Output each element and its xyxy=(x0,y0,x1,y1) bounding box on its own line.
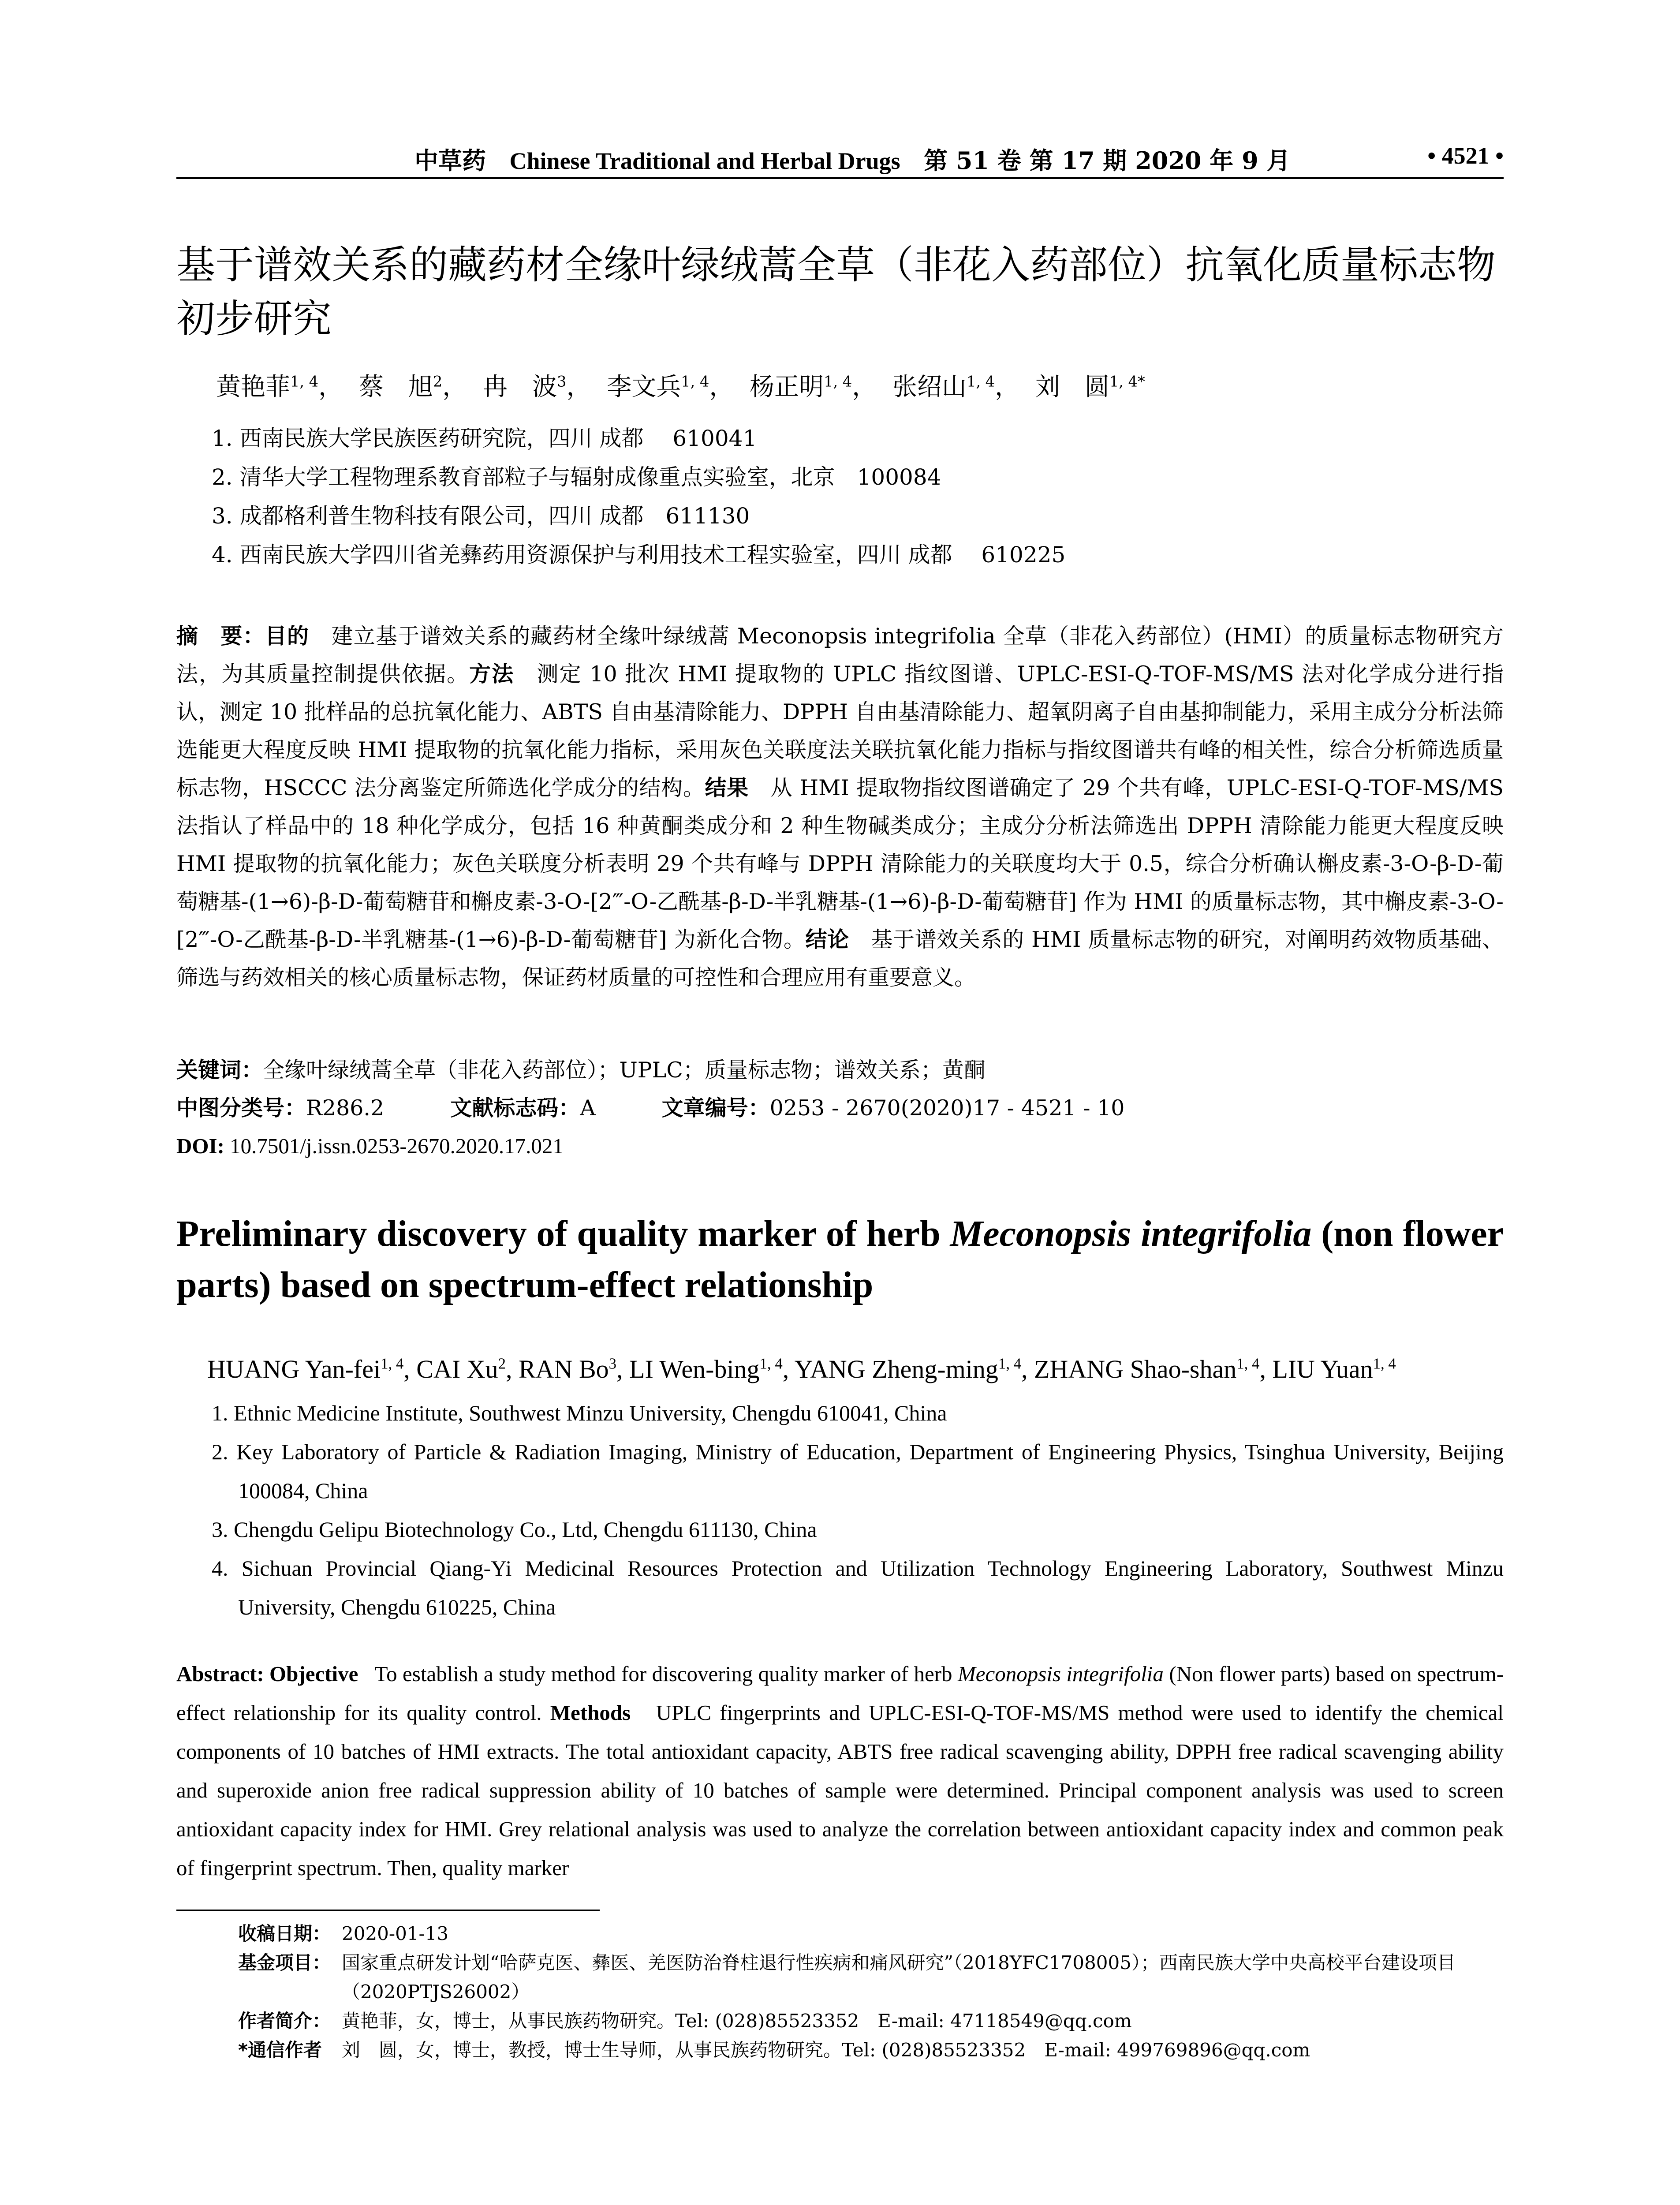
cn-classification xyxy=(176,1089,1504,1127)
cn-author: 冉 波$^3$ xyxy=(483,373,567,401)
cn-affiliation: 3. 成都格利普生物科技有限公司，四川 成都 611130 xyxy=(212,503,750,529)
en-methods-label: Methods xyxy=(550,1700,631,1725)
cn-methods-label: 方法 xyxy=(469,662,515,687)
cn-methods-text: 测定 10 批次 HMI 提取物的 UPLC 指纹图谱、UPLC-ESI-Q-TOF-MS/MS 法对化学成分进行指认，测定 10 批样品的总抗氧化能力、ABTS 自由基清除能力、DPPH 自由基清除能力、超氧阴离子自由基抑制能力，采用主成分分析法筛选能更大程度反映 HMI 提取物的抗氧化能力指标，采用灰色关联度法关联抗氧化能力指标与指纹图谱共有峰的相关性，综合分析筛选质量标志物，HSCCC 法分离鉴定所筛选化学成分的结构。 xyxy=(176,662,1504,800)
en-author: RAN Bo$^3$ xyxy=(518,1355,617,1383)
en-abstract: Abstract: Objective To establish a study method for discovering quality marker of herb Meconopsis integrifolia (Non flower parts) based on spectrum-effect relationship for its quality control. Methods UPLC fingerprints and UPLC-ESI-Q-TOF-MS/MS method were used to identify the chemical components of 10 batches of HMI extracts. The total antioxidant capacity, ABTS free radical scavenging ability, DPPH free radical scavenging ability and superoxide anion free radical suppression ability of 10 batches of sample were determined. Principal component analysis was used to screen antioxidant capacity index for HMI. Grey relational analysis was used to analyze the correlation between antioxidant capacity index and common peak of fingerprint spectrum. Then, quality marker xyxy=(176,1662,1504,1880)
cn-keywords xyxy=(176,1051,1504,1089)
footnote-corresponding: *通信作者 刘 圆，女，博士，教授，博士生导师，从事民族药物研究。Tel: (028)85523352 E-mail: 499769896@qq.com xyxy=(238,2039,1310,2061)
cn-affiliation: 4. 西南民族大学四川省羌彝药用资源保护与利用技术工程实验室，四川 成都 610225 xyxy=(212,542,1066,568)
cn-author: 李文兵$^{1, 4}$ xyxy=(607,373,709,401)
clc-value: R286.2 xyxy=(306,1095,385,1121)
cn-author: 杨正明$^{1, 4}$ xyxy=(750,373,852,401)
en-author: YANG Zheng-ming$^{1, 4}$ xyxy=(794,1355,1022,1383)
footnote-received: 收稿日期： 2020-01-13 xyxy=(238,1923,449,1944)
footnote-rule xyxy=(176,1910,600,1911)
en-affiliation: 2. Key Laboratory of Particle & Radiation Imaging, Ministry of Education, Department of Engineering Physics, Tsinghua University, Beijing 100084, China xyxy=(212,1439,1504,1503)
cn-results-text: 从 HMI 提取物指纹图谱确定了 29 个共有峰，UPLC-ESI-Q-TOF-MS/MS 法指认了样品中的 18 种化学成分，包括 16 种黄酮类成分和 2 种生物碱类成分；主成分分析法筛选出 DPPH 清除能力能更大程度反映 HMI 提取物的抗氧化能力；灰色关联度分析表明 29 个共有峰与 DPPH 清除能力的关联度均大于 0.5，综合分析确认槲皮素-3-O-β-D-葡萄糖基-(1→6)-β-D-葡萄糖苷和槲皮素-3-O-[2‴-O-乙酰基-β-D-半乳糖基-(1→6)-β-D-葡萄糖苷] 作为 HMI 的质量标志物，其中槲皮素-3-O-[2‴-O-乙酰基-β-D-半乳糖基-(1→6)-β-D-葡萄糖苷] 为新化合物。 xyxy=(176,775,1504,952)
journal-header xyxy=(414,142,1290,176)
journal-en-name: Chinese Traditional and Herbal Drugs xyxy=(509,148,900,174)
en-affiliation: 3. Chengdu Gelipu Biotechnology Co., Ltd, Chengdu 611130, China xyxy=(212,1517,817,1542)
species-name: Meconopsis integrifolia xyxy=(957,1662,1164,1686)
footnotes xyxy=(238,1919,1504,2065)
doi-line xyxy=(176,1127,1504,1165)
en-author: LIU Yuan$^{1, 4}$ xyxy=(1272,1355,1396,1383)
en-author: ZHANG Shao-shan$^{1, 4}$ xyxy=(1034,1355,1260,1383)
journal-issue: 第 51 卷 第 17 期 2020 年 9 月 xyxy=(924,146,1291,175)
cn-abstract-label: 摘 要： xyxy=(176,624,265,649)
cn-keywords-label: 关键词： xyxy=(176,1058,263,1083)
cn-author: 蔡 旭$^2$ xyxy=(358,373,443,401)
cn-conclusion-label: 结论 xyxy=(805,927,849,952)
cn-affiliation: 1. 西南民族大学民族医药研究院，四川 成都 610041 xyxy=(212,426,757,451)
clc-label: 中图分类号： xyxy=(176,1095,306,1121)
doc-code-value: A xyxy=(580,1095,596,1121)
en-abstract-label: Abstract: Objective xyxy=(176,1662,358,1686)
journal-cn-name: 中草药 xyxy=(414,146,486,175)
species-name: Meconopsis integrifolia xyxy=(950,1213,1312,1254)
doi-value[interactable]: 10.7501/j.issn.0253-2670.2020.17.021 xyxy=(230,1134,564,1158)
article-no-value: 0253 - 2670(2020)17 - 4521 - 10 xyxy=(769,1095,1125,1121)
cn-author: 张绍山$^{1, 4}$ xyxy=(892,373,995,401)
cn-conclusion-text: 基于谱效关系的 HMI 质量标志物的研究，对阐明药效物质基础、筛选与药效相关的核心质量标志物，保证药材质量的可控性和合理应用有重要意义。 xyxy=(176,927,1504,990)
en-author: HUANG Yan-fei$^{1, 4}$ xyxy=(207,1355,404,1383)
cn-affiliation: 2. 清华大学工程物理系教育部粒子与辐射成像重点实验室，北京 100084 xyxy=(212,464,941,490)
cn-author: 黄艳菲$^{1, 4}$ xyxy=(216,373,319,401)
running-header xyxy=(176,138,1504,177)
cn-author: 刘 圆$^{1, 4*}$ xyxy=(1035,373,1145,401)
cn-objective-label: 目的 xyxy=(265,624,310,649)
header-rule xyxy=(176,177,1504,179)
article-no-label: 文章编号： xyxy=(661,1095,770,1121)
en-affiliation: 1. Ethnic Medicine Institute, Southwest Minzu University, Chengdu 610041, China xyxy=(212,1401,947,1425)
cn-abstract xyxy=(176,617,1504,997)
footnote-funding: 基金项目： 国家重点研发计划“哈萨克医、彝医、羌医防治脊柱退行性疾病和痛风研究”（2018YFC1708005）；西南民族大学中央高校平台建设项目（2020PTJS26002） xyxy=(238,1952,1456,2003)
cn-objective-text: 建立基于谱效关系的藏药材全缘叶绿绒蒿 Meconopsis integrifolia 全草（非花入药部位）(HMI）的质量标志物研究方法，为其质量控制提供依据。 xyxy=(176,624,1504,687)
cn-results-label: 结果 xyxy=(705,775,749,800)
doc-code-label: 文献标志码： xyxy=(450,1095,580,1121)
doi-label: DOI: xyxy=(176,1134,224,1158)
cn-title: 基于谱效关系的藏药材全缘叶绿绒蒿全草（非花入药部位）抗氧化质量标志物初步研究 xyxy=(176,242,1496,341)
cn-affiliations xyxy=(212,419,1504,574)
en-affiliation: 4. Sichuan Provincial Qiang-Yi Medicinal Resources Protection and Utilization Technology Engineering Laboratory, Southwest Minzu University, Chengdu 610225, China xyxy=(212,1556,1504,1619)
en-authors: HUANG Yan-fei$^{1, 4}$, CAI Xu$^2$, RAN Bo$^3$, LI Wen-bing$^{1, 4}$, YANG Zheng-ming$^{1, 4}$, ZHANG Shao-shan$^{1, 4}$, LIU Yuan$^{1, 4}$ xyxy=(207,1355,1396,1383)
footnote-author-bio: 作者简介： 黄艳菲，女，博士，从事民族药物研究。Tel: (028)85523352 E-mail: 47118549@qq.com xyxy=(238,2010,1132,2032)
page-number: • 4521 • xyxy=(1427,142,1504,169)
en-author: LI Wen-bing$^{1, 4}$ xyxy=(629,1355,783,1383)
cn-authors: 黄艳菲$^{1, 4}$， 蔡 旭$^2$， 冉 波$^3$， 李文兵$^{1, 4}$， 杨正明$^{1, 4}$， 张绍山$^{1, 4}$， 刘 圆$^{1, 4*}$ xyxy=(216,373,1145,401)
en-affiliations xyxy=(212,1394,1504,1626)
en-author: CAI Xu$^2$ xyxy=(416,1355,506,1383)
cn-keywords-text: 全缘叶绿绒蒿全草（非花入药部位）；UPLC；质量标志物；谱效关系；黄酮 xyxy=(263,1058,986,1083)
en-title: Preliminary discovery of quality marker of herb Meconopsis integrifolia (non flower parts) based on spectrum-effect relationship xyxy=(176,1213,1504,1305)
